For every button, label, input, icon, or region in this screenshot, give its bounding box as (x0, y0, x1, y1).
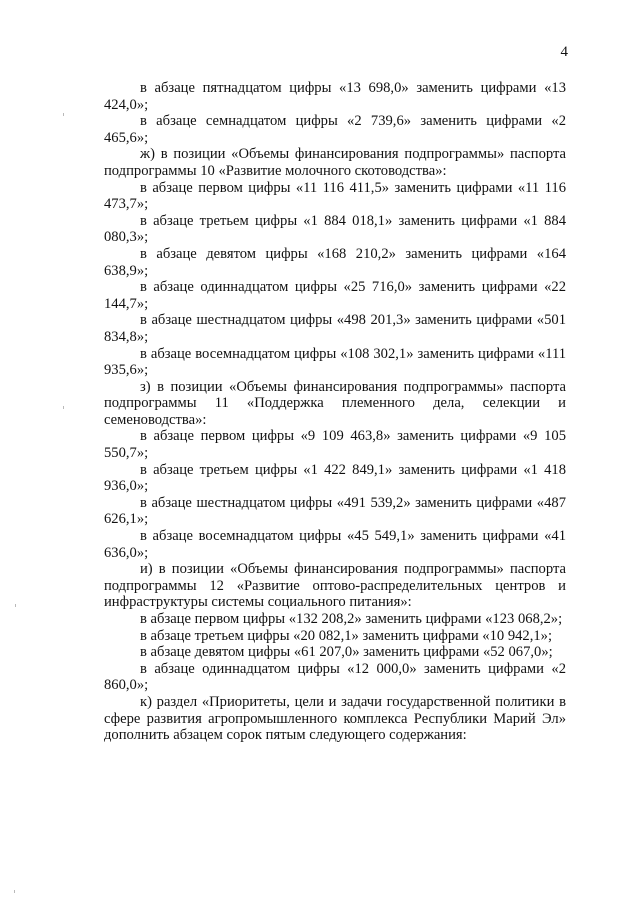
paragraph: в абзаце восемнадцатом цифры «45 549,1» заменить цифрами «41 636,0»; (104, 528, 566, 561)
document-body (104, 80, 566, 744)
paragraph: в абзаце первом цифры «9 109 463,8» заменить цифрами «9 105 550,7»; (104, 428, 566, 462)
paragraph: в абзаце первом цифры «132 208,2» заменить цифрами «123 068,2»; (140, 611, 563, 627)
page-number: 4 (560, 44, 568, 60)
scan-artifact (63, 406, 64, 409)
paragraph: в абзаце третьем цифры «1 884 018,1» заменить цифрами «1 884 080,3»; (104, 212, 566, 246)
paragraph: в абзаце девятом цифры «168 210,2» заменить цифрами «164 638,9»; (104, 245, 566, 279)
paragraph: в абзаце одиннадцатом цифры «12 000,0» заменить цифрами «2 860,0»; (104, 660, 566, 694)
paragraph: и) в позиции «Объемы финансирования подпрограммы» паспорта подпрограммы 12 «Развитие оптово-распределительных центров и инфраструктуры системы социального питания»: (104, 561, 566, 611)
paragraph: к) раздел «Приоритеты, цели и задачи государственной политики в сфере развития агропромышленного комплекса Республики Марий Эл» дополнить абзацем сорок пятым следующего содержания: (104, 693, 566, 744)
scan-artifact (15, 604, 16, 607)
scan-artifact (63, 113, 64, 116)
paragraph: з) в позиции «Объемы финансирования подпрограммы» паспорта подпрограммы 11 «Поддержка племенного дела, селекции и семеноводства»: (104, 378, 566, 428)
paragraph: в абзаце девятом цифры «61 207,0» заменить цифрами «52 067,0»; (140, 644, 553, 661)
scan-artifact (14, 890, 15, 893)
paragraph: в абзаце восемнадцатом цифры «108 302,1» заменить цифрами «111 935,6»; (104, 345, 566, 379)
paragraph: в абзаце семнадцатом цифры «2 739,6» заменить цифрами «2 465,6»; (104, 113, 566, 146)
paragraph: в абзаце одиннадцатом цифры «25 716,0» заменить цифрами «22 144,7»; (104, 279, 566, 312)
paragraph: в абзаце первом цифры «11 116 411,5» заменить цифрами «11 116 473,7»; (104, 179, 566, 213)
paragraph: в абзаце шестнадцатом цифры «491 539,2» заменить цифрами «487 626,1»; (104, 494, 566, 528)
paragraph: в абзаце третьем цифры «20 082,1» заменить цифрами «10 942,1»; (140, 627, 553, 644)
paragraph: в абзаце пятнадцатом цифры «13 698,0» заменить цифрами «13 424,0»; (104, 80, 566, 113)
paragraph: в абзаце шестнадцатом цифры «498 201,3» заменить цифрами «501 834,8»; (104, 312, 566, 345)
paragraph: в абзаце третьем цифры «1 422 849,1» заменить цифрами «1 418 936,0»; (104, 461, 566, 495)
paragraph: ж) в позиции «Объемы финансирования подпрограммы» паспорта подпрограммы 10 «Развитие молочного скотоводства»: (104, 146, 566, 179)
